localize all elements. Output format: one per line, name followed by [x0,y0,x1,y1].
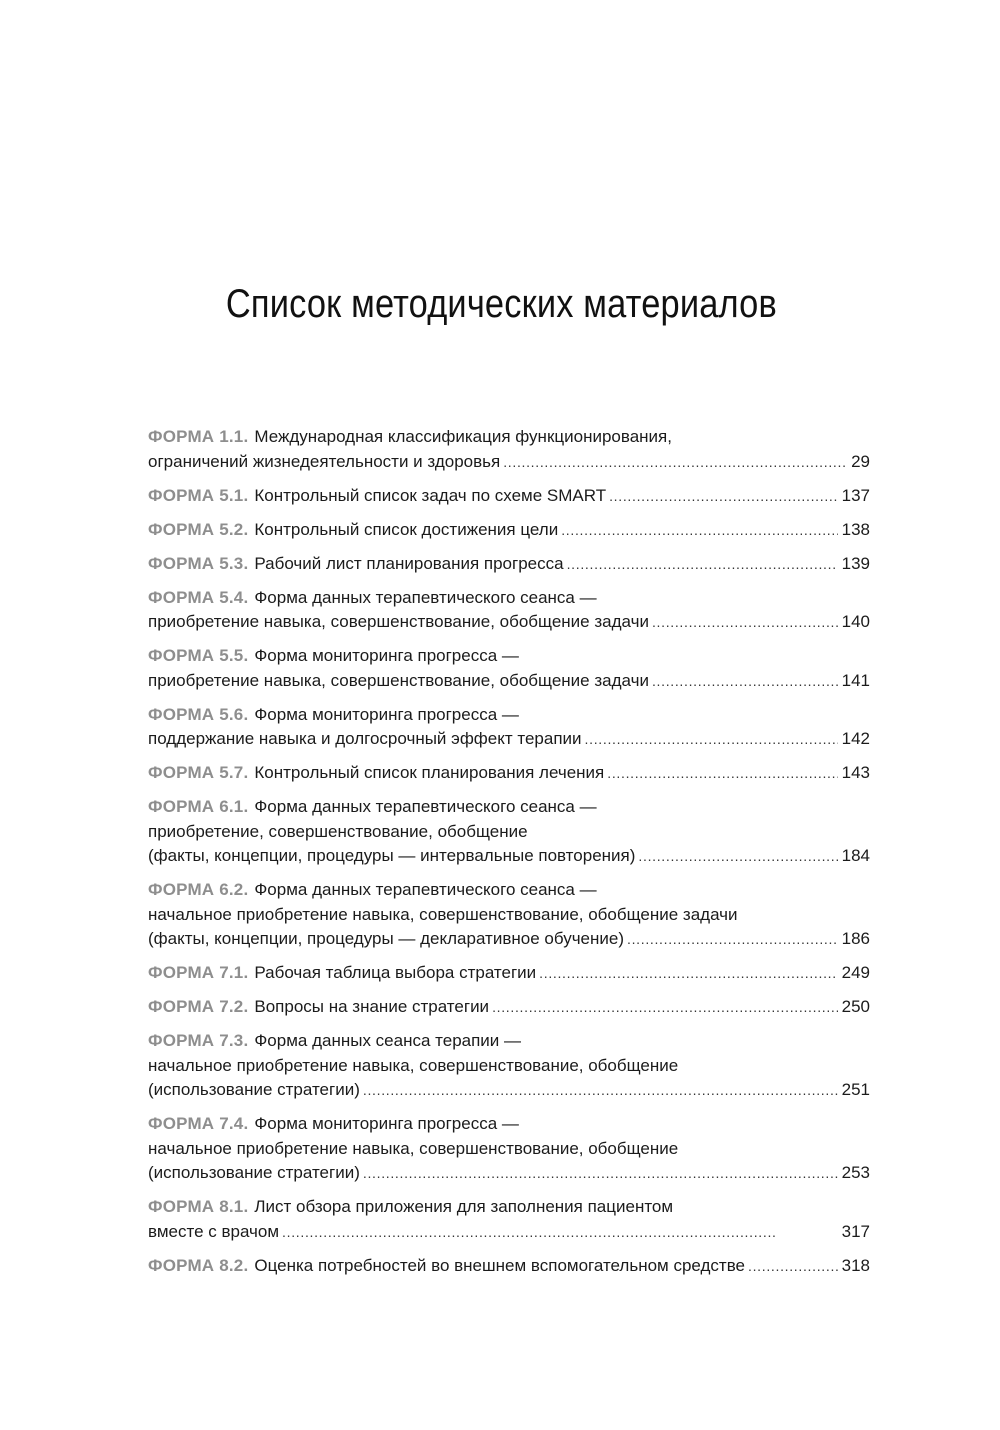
toc-entry[interactable] [148,795,870,869]
toc-entry[interactable] [148,1195,870,1244]
toc-entry-line [148,878,870,903]
toc-entry[interactable] [148,761,870,786]
form-label: ФОРМА 6.1. [148,797,249,816]
entry-title-text: Форма данных сеанса терапии — [254,1031,522,1050]
form-label: ФОРМА 5.6. [148,704,249,724]
entry-title-text: начальное приобретение навыка, совершенствование, обобщение [148,1138,679,1158]
page-number: 138 [841,519,870,539]
entry-title-text: приобретение навыка, совершенствование, обобщение задачи [148,612,649,631]
toc-entry[interactable] [148,1029,870,1103]
dot-leader [748,1254,838,1279]
page-number: 137 [841,485,870,505]
page-number: 141 [841,670,870,690]
toc-entry-line [148,995,870,1020]
page-number: 140 [841,612,870,631]
dot-leader [561,518,837,543]
entry-title-text: Форма данных терапевтического сеанса — [254,797,597,816]
form-label: ФОРМА 5.7. [148,763,249,782]
page-number: 139 [841,553,870,573]
entry-title-text: Форма мониторинга прогресса — [254,646,519,665]
dot-leader [503,450,847,475]
toc-entry-line [148,903,870,928]
toc-entry[interactable] [148,484,870,509]
toc-entry-line [148,610,870,635]
form-label: ФОРМА 6.2. [148,880,249,899]
toc-entry-line [148,669,870,694]
toc-entry-line [148,1029,870,1054]
form-label: ФОРМА 7.2. [148,997,249,1016]
toc-entry-line [148,1254,870,1279]
toc-entry-line [148,703,870,728]
entry-title-text: начальное приобретение навыка, совершенствование, обобщение [148,1055,679,1075]
entry-title-text: Контрольный список планирования лечения [254,763,605,782]
toc-entry-line [148,1078,870,1103]
page-number: 318 [841,1255,870,1275]
form-label: ФОРМА 1.1. [148,427,249,446]
form-label: ФОРМА 8.2. [148,1255,249,1275]
entry-title-text: вместе с врачом [148,1221,280,1241]
dot-leader [363,1078,838,1103]
toc-entry-line [148,425,870,450]
form-label: ФОРМА 7.1. [148,963,249,982]
toc-entry-line [148,1112,870,1137]
form-label: ФОРМА 5.1. [148,485,249,505]
dot-leader [607,761,837,786]
toc-entry[interactable] [148,518,870,543]
toc-entry[interactable] [148,644,870,693]
entry-title-text: начальное приобретение навыка, совершенствование, обобщение задачи [148,904,738,924]
entry-title-text: Вопросы на знание стратегии [254,997,490,1016]
toc-entry-line [148,644,870,669]
dot-leader [539,961,837,986]
dot-leader [567,552,838,577]
entry-title-text: Лист обзора приложения для заполнения пациентом [254,1197,674,1216]
entry-title-text: Контрольный список задач по схеме SMART [254,485,607,505]
toc-entry-line [148,1161,870,1186]
entry-title-text: Форма данных терапевтического сеанса — [254,880,597,899]
toc-entry-line [148,795,870,820]
toc-entry[interactable] [148,703,870,752]
dot-leader [585,727,838,752]
toc-entry-line [148,1220,870,1245]
page-number: 186 [841,929,870,948]
toc-entry-line [148,927,870,952]
page-number: 143 [841,763,870,782]
toc-entry-line [148,727,870,752]
entry-title-text: (использование стратегии) [148,1163,360,1182]
toc-entry[interactable] [148,552,870,577]
entry-title-text: Международная классификация функционирования, [254,427,672,446]
entry-title-text: (факты, концепции, процедуры — декларативное обучение) [148,929,624,948]
toc-entry-line [148,552,870,577]
toc-entry[interactable] [148,961,870,986]
dot-leader [492,995,838,1020]
toc-entry-line [148,820,870,845]
page-number: 249 [841,963,870,982]
toc-entry[interactable] [148,425,870,474]
entry-title-text: Рабочий лист планирования прогресса [254,553,564,573]
dot-leader [627,927,838,952]
toc-entry-line [148,518,870,543]
toc-entry-line [148,1195,870,1220]
dot-leader [282,1220,838,1245]
toc-entry[interactable] [148,878,870,952]
entry-title-text: Контрольный список достижения цели [254,519,559,539]
entry-title-text: (использование стратегии) [148,1080,360,1099]
page-number: 250 [841,997,870,1016]
form-label: ФОРМА 7.4. [148,1114,249,1133]
toc-entry[interactable] [148,995,870,1020]
page-number: 184 [841,846,870,865]
entry-title-text: приобретение, совершенствование, обобщение [148,821,528,841]
entry-title-text: поддержание навыка и долгосрочный эффект терапии [148,729,582,748]
form-label: ФОРМА 5.3. [148,553,249,573]
page-number: 142 [841,729,870,748]
entry-title-text: ограничений жизнедеятельности и здоровья [148,451,501,471]
toc-entry[interactable] [148,586,870,635]
entry-title-text: Форма мониторинга прогресса — [254,704,519,724]
dot-leader [363,1161,838,1186]
dot-leader [609,484,838,509]
page-number: 29 [851,451,870,471]
toc-entry-line [148,761,870,786]
dot-leader [638,844,837,869]
entry-title-text: Форма данных терапевтического сеанса — [254,587,597,607]
page-number: 253 [841,1163,870,1182]
toc-entry-line [148,1137,870,1162]
form-label: ФОРМА 5.4. [148,587,249,607]
dot-leader [652,610,838,635]
toc-entry[interactable] [148,1112,870,1186]
entry-title-text: Рабочая таблица выбора стратегии [254,963,537,982]
form-label: ФОРМА 8.1. [148,1197,249,1216]
toc-entry[interactable] [148,1254,870,1279]
form-label: ФОРМА 5.5. [148,646,249,665]
page-number: 251 [841,1080,870,1099]
form-label: ФОРМА 7.3. [148,1031,249,1050]
dot-leader [652,669,838,694]
form-label: ФОРМА 5.2. [148,519,249,539]
entry-title-text: Форма мониторинга прогресса — [254,1114,519,1133]
entry-title-text: (факты, концепции, процедуры — интервальные повторения) [148,846,636,865]
entry-title-text: Оценка потребностей во внешнем вспомогательном средстве [254,1255,746,1275]
toc-entry-line [148,844,870,869]
toc-entry-line [148,484,870,509]
entry-title-text: приобретение навыка, совершенствование, обобщение задачи [148,670,649,690]
toc-entry-line [148,450,870,475]
toc-entry-line [148,1054,870,1079]
page-title: Список методических материалов [225,282,777,326]
toc-entry-line [148,961,870,986]
table-of-contents [148,425,870,1288]
page-number: 317 [841,1221,870,1241]
toc-entry-line [148,586,870,611]
